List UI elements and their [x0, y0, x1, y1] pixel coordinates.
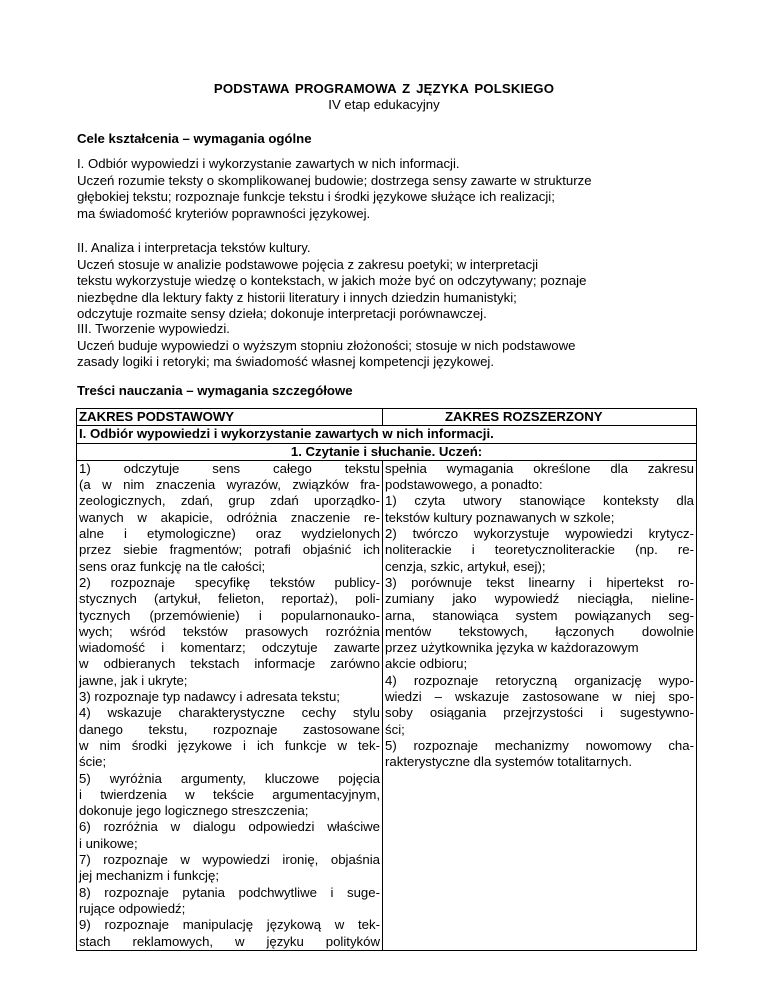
extended-line: 1) czyta utwory stanowiące konteksty dla: [385, 493, 694, 509]
basic-line: 9) rozpoznaje manipulację językową w tek-: [79, 917, 380, 933]
basic-line: 8) rozpoznaje pytania podchwytliwe i suge-: [79, 884, 380, 900]
basic-line: 1) odczytuje sens całego tekstu: [79, 460, 380, 476]
basic-line: wanych w akapicie, odróżnia znaczenie re-: [79, 509, 380, 525]
col-basic-header: ZAKRES PODSTAWOWY: [77, 409, 383, 426]
extended-line: podstawowego, a ponadto:: [385, 477, 543, 493]
basic-line: i twierdzenia w tekście argumentacyjnym,: [79, 786, 380, 802]
subsection-title-row: [77, 443, 697, 460]
extended-line: 2) twórczo wykorzystuje wypowiedzi krytycz-: [385, 526, 694, 542]
basic-line: stycznych (artykuł, felieton, reportaż), poli-: [79, 591, 380, 607]
extended-line: ści;: [385, 721, 405, 737]
basic-line: 3) rozpoznaje typ nadawcy i adresata tekstu;: [79, 689, 340, 705]
extended-line: soby osiągania przejrzystości i sugestywno-: [385, 705, 694, 721]
basic-line: alne i etymologiczne) oraz wydzielonych: [79, 526, 380, 542]
extended-line: akcie odbioru;: [385, 656, 468, 672]
basic-scope-cell: [77, 460, 383, 950]
content-heading: Treści nauczania – wymagania szczegółowe: [77, 383, 353, 398]
goal-section-line: Uczeń rozumie teksty o skomplikowanej budowie; dostrzega sensy zawarte w strukturze: [77, 172, 592, 188]
basic-line: zeologicznych, zdań, grup zdań uporządko-: [79, 493, 380, 509]
goal-section-line: niezbędne dla lektury fakty z historii literatury i innych dziedzin humanistyki;: [77, 289, 517, 305]
col-extended-header: ZAKRES ROZSZERZONY: [383, 409, 697, 426]
extended-line: 3) porównuje tekst linearny i hipertekst ro-: [385, 574, 694, 590]
goal-section-line: Uczeń stosuje w analizie podstawowe pojęcia z zakresu poetyki; w interpretacji: [77, 256, 539, 272]
basic-line: wych; wśród tekstów prasowych rozróżnia: [79, 623, 380, 639]
basic-line: rujące odpowiedź;: [79, 900, 186, 916]
extended-line: 5) rozpoznaje mechanizmy nowomowy cha-: [385, 737, 694, 753]
basic-line: w odbieranych tekstach informacje zarówno: [79, 656, 380, 672]
goal-section-2: [77, 240, 717, 323]
basic-line: 6) rozróżnia w dialogu odpowiedzi właściwe: [79, 819, 380, 835]
basic-line: 5) wyróżnia argumenty, kluczowe pojęcia: [79, 770, 380, 786]
document-title: PODSTAWA PROGRAMOWA Z JĘZYKA POLSKIEGO: [213, 81, 555, 96]
basic-line: w nim środki językowe i ich funkcje w tek-: [79, 737, 380, 753]
goal-section-line: III. Tworzenie wypowiedzi.: [77, 321, 230, 336]
extended-scope-cell: [383, 460, 697, 950]
extended-line: mentów tekstowych, łączonych dowolnie: [385, 623, 694, 639]
basic-line: jej mechanizm i funkcję;: [79, 868, 219, 884]
goal-section-line: odczytuje rozmaite sensy dzieła; dokonuje interpretacji porównawczej.: [77, 306, 487, 322]
goal-section-line: ma świadomość kryteriów poprawności językowej.: [77, 205, 371, 221]
basic-line: 7) rozpoznaje w wypowiedzi ironię, objaśnia: [79, 852, 380, 868]
goals-heading: Cele kształcenia – wymagania ogólne: [77, 131, 312, 146]
table-header-row: [77, 409, 697, 426]
basic-line: danego tekstu, rozpoznaje zastosowane: [79, 721, 380, 737]
basic-line: tycznych (przemówienie) i popularnonauko-: [79, 607, 380, 623]
basic-line: stach reklamowych, w języku polityków: [79, 933, 380, 949]
goal-section-line: tekstu wykorzystuje wiedzę o kontekstach, w jakich może być on odczytywany; poznaje: [77, 273, 587, 289]
basic-line: ście;: [79, 754, 107, 770]
goal-section-line: Uczeń buduje wypowiedzi o wyższym stopniu złożoności; stosuje w nich podstawowe: [77, 337, 576, 353]
extended-line: cenzja, szkic, artykuł, esej);: [385, 558, 546, 574]
extended-line: arna, stanowiąca system powiązanych seg-: [385, 607, 694, 623]
subsection-title: 1. Czytanie i słuchanie. Uczeń:: [77, 443, 697, 460]
goal-section-3: [77, 321, 717, 371]
goal-section-line: II. Analiza i interpretacja tekstów kultury.: [77, 240, 311, 255]
basic-line: (a w nim znaczenia wyrazów, związków fra-: [79, 477, 380, 493]
content-row: [77, 460, 697, 950]
basic-line: i unikowe;: [79, 835, 138, 851]
extended-line: spełnia wymagania określone dla zakresu: [385, 460, 694, 476]
extended-line: wiedzi – wskazuje zastosowane w niej spo-: [385, 689, 694, 705]
curriculum-table: [76, 408, 697, 951]
basic-line: jawne, jak i ukryte;: [79, 672, 188, 688]
extended-line: zumiany jako wypowiedź nieciągła, nieline-: [385, 591, 694, 607]
goal-section-line: zasady logiki i retoryki; ma świadomość własnej kompetencji językowej.: [77, 354, 495, 370]
basic-line: dokonuje jego logicznego streszczenia;: [79, 803, 309, 819]
extended-line: tekstów kultury poznawanych w szkole;: [385, 509, 615, 525]
goal-section-line: I. Odbiór wypowiedzi i wykorzystanie zawartych w nich informacji.: [77, 156, 460, 171]
basic-line: wiadomość i komentarz; odczytuje zawarte: [79, 640, 380, 656]
basic-line: 2) rozpoznaje specyfikę tekstów publicy-: [79, 574, 380, 590]
basic-line: przez siebie fragmentów; potrafi objaśnić ich: [79, 542, 380, 558]
section-title: I. Odbiór wypowiedzi i wykorzystanie zawartych w nich informacji.: [77, 426, 697, 443]
document-subtitle: IV etap edukacyjny: [328, 97, 440, 112]
basic-line: sens oraz funkcję na tle całości;: [79, 558, 266, 574]
basic-line: 4) wskazuje charakterystyczne cechy stylu: [79, 705, 380, 721]
extended-line: noliterackie i teoretycznoliterackie (np. re-: [385, 542, 694, 558]
extended-line: przez użytkownika języka w każdorazowym: [385, 640, 639, 656]
goal-section-1: [77, 156, 717, 222]
extended-line: rakterystyczne dla systemów totalitarnych.: [385, 754, 632, 770]
section-title-row: [77, 426, 697, 443]
extended-line: 4) rozpoznaje retoryczną organizację wypo-: [385, 672, 694, 688]
goal-section-line: głębokiej tekstu; rozpoznaje funkcje tekstu i środki językowe służące ich realizacji;: [77, 189, 555, 205]
